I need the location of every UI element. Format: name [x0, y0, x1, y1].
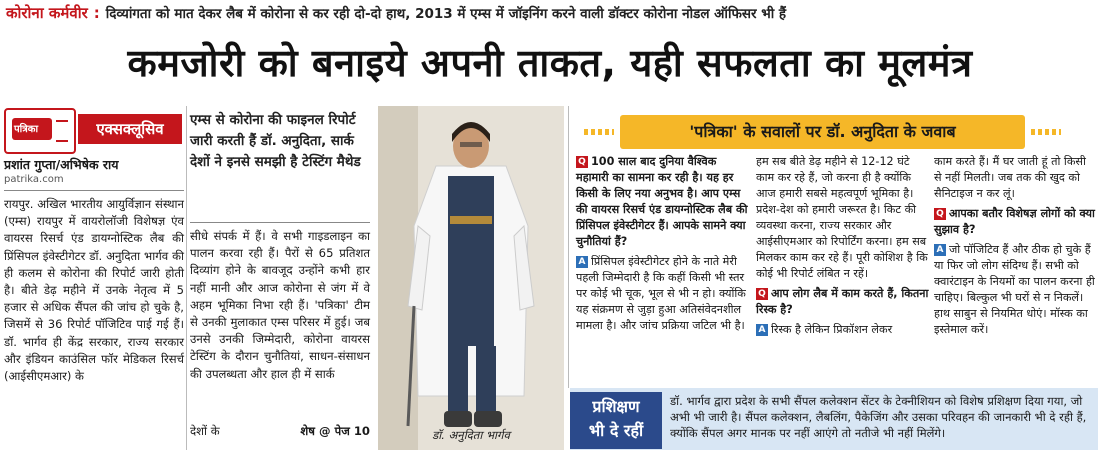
training-heading	[570, 392, 662, 449]
answer-marker-icon: A	[934, 244, 946, 256]
qa-column-3	[934, 154, 1096, 342]
kicker-deck: दिव्यांगता को मात देकर लैब में कोरोना से कर रही दो-दो हाथ, 2013 में एम्स में जॉइनिंग करने वाली डॉक्टर कोरोना नोडल ऑफिसर भी हैं	[105, 6, 787, 22]
question-marker-icon: Q	[576, 156, 588, 168]
article-column-2: सीधे संपर्क में हैं। वे सभी गाइडलाइन का पालन करवा रही हैं। पैरों से 65 प्रतिशत दिव्यांग होने के बावजूद उन्होंने कभी हार नहीं मानी और आज कोरोना से जंग में वे अहम भूमिका निभा रही हैं। 'पत्रिका' टीम से उनकी मुलाकात एम्स परिसर में हुई। जब उनसे उनकी जिम्मेदारी, कोरोना वायरस टेस्टिंग के दौरान चुनौतियां, साधन-संसाधन की उपलब्धता और हाल ही में सार्क	[190, 229, 370, 381]
answer-marker-icon: A	[756, 324, 768, 336]
answer-2: A रिस्क है लेकिन प्रिकॉशन लेकर	[756, 322, 931, 338]
logo-text: पत्रिका	[14, 124, 39, 135]
training-heading-line-1: प्रशिक्षण	[592, 397, 640, 416]
article-column-1: रायपुर. अखिल भारतीय आयुर्विज्ञान संस्थान (एम्स) रायपुर में वायरोलॉजी विशेषज्ञ एंव वायरस रिसर्च एंड डायग्नोस्टिक लैब की प्रिंसिपल इंवेस्टीगेटर डॉ. अनुदिता भार्गव की ही कलम से कोरोना की रिपोर्ट जारी होती है। बीते डेढ़ महीने में उनके नेतृत्व में 5 हजार से अधिक सैंपल की जांच हो चुके है, जिसमें से 36 रिपोर्ट पॉजिटिव पाई गई हैं। डॉ. भार्गव ही केंद्र सरकार, राज्य सरकार और इंडियन काउंसिल फॉर मेडिकल रिसर्च (आईसीएमआर) के	[4, 197, 184, 384]
ornament-left-icon	[584, 129, 614, 135]
question-marker-icon: Q	[934, 208, 946, 220]
continued-link[interactable]: शेष @ पेज 10	[300, 424, 370, 438]
column-divider	[186, 106, 187, 450]
ornament-right-icon	[1031, 129, 1061, 135]
question-3: Q आपका बतौर विशेषज्ञ लोगों को क्या सुझाव है?	[934, 207, 1095, 236]
answer-marker-icon: A	[576, 256, 588, 268]
exclusive-badge: एक्सक्लूसिव	[78, 114, 182, 144]
answer-1-continued: हम सब बीते डेढ़ महीने से 12-12 घंटे काम कर रहे हैं, जो करना ही है क्योंकि आज हमारी सबसे महत्वपूर्ण भूमिका है। प्रदेश-देश को हमारी जरूरत है। किट की व्यवस्था करना, राज्य सरकार और आईसीएमआर को रिपोर्टिंग करना। हम सब मिलकर काम कर रहे हैं। पूरी कोशिश है कि कोई भी रिपोर्ट लंबित न रहें।	[756, 155, 928, 280]
byline-rule	[4, 190, 184, 191]
training-text: डॉ. भार्गव द्वारा प्रदेश के सभी सैंपल कलेक्शन सेंटर के टेक्नीशियन को विशेष प्रशिक्षण दिया गया, जो अभी भी जारी है। सैंपल कलेक्शन, लैबलिंग, पैकेजिंग और उसका परिवहन की जानकारी भी दे रही हैं, क्योंकि सैंपल अगर मानक पर नहीं आएंगे तो नतीजे भी नहीं मिलेंगे।	[670, 394, 1087, 440]
qa-column-2	[756, 154, 931, 342]
doctor-photo	[378, 106, 564, 450]
patrika-logo	[4, 108, 76, 154]
column-divider	[568, 106, 569, 388]
kicker-separator: :	[93, 4, 100, 22]
answer-1: A प्रिंसिपल इंवेस्टीगेटर होने के नाते मेरी पहली जिम्मेदारी है कि कहीं किसी भी स्तर पर कोई भी चूक, भूल से भी न हो। क्योंकि यह संक्रमण से जुड़ा हुआ अतिसंवेदनशील मामला है। और जांच प्रक्रिया जटिल भी है।	[576, 255, 746, 332]
training-heading-line-2: भी दे रहीं	[588, 421, 644, 440]
pull-quote: एम्स से कोरोना की फाइनल रिपोर्ट जारी करती हैं डॉ. अनुदिता, सार्क देशों ने इनसे समझी है टेस्टिंग मैथेड	[190, 112, 361, 170]
headline: कमजोरी को बनाइये अपनी ताकत, यही सफलता का मूलमंत्र	[127, 41, 973, 85]
pull-quote-rule	[190, 222, 370, 223]
qa-column-1	[576, 154, 751, 338]
answer-3: A जो पॉजिटिव हैं और ठीक हो चुके हैं या फिर जो लोग संदिग्ध हैं। सभी को क्वारंटाइन के नियमों का पालन करना ही चाहिए। बिल्कुल भी घरों से न निकलें। हाथ साबुन से नियमित धोएं। मॉस्क का इस्तेमाल करें।	[934, 243, 1095, 336]
tail-text: देशों के	[190, 424, 220, 438]
article-column-2-tail	[190, 423, 370, 440]
kicker-tag: कोरोना कर्मवीर	[6, 4, 88, 22]
kicker-strip	[0, 0, 1100, 26]
question-marker-icon: Q	[756, 288, 768, 300]
question-1: Q 100 साल बाद दुनिया वैश्विक महामारी का सामना कर रही है। यह हर किसी के लिए नया अनुभव है। आप एम्स की वायरस रिसर्च एंड डायग्नोस्टिक लैब की प्रिंसिपल इंवेस्टीगेटर हैं। आपके सामने क्या चुनौतियां हैं?	[576, 155, 748, 248]
qa-title-text: 'पत्रिका' के सवालों पर डॉ. अनुदिता के जवाब	[689, 122, 956, 141]
question-2: Q आप लोग लैब में काम करते हैं, कितना रिस्क है?	[756, 287, 929, 316]
answer-2-continued: काम करते हैं। मैं घर जाती हूं तो किसी से नहीं मिलती। जब तक की खुद को सैनिटाइज न कर लूं।	[934, 155, 1086, 200]
qa-title	[620, 115, 1025, 149]
newspaper-lines-icon	[56, 120, 68, 142]
doctor-figure-illustration	[378, 106, 564, 450]
byline: प्रशांत गुप्ता/अभिषेक राय	[4, 157, 119, 172]
photo-caption: डॉ. अनुदिता भार्गव	[432, 428, 510, 442]
site-link[interactable]: patrika.com	[4, 174, 64, 185]
